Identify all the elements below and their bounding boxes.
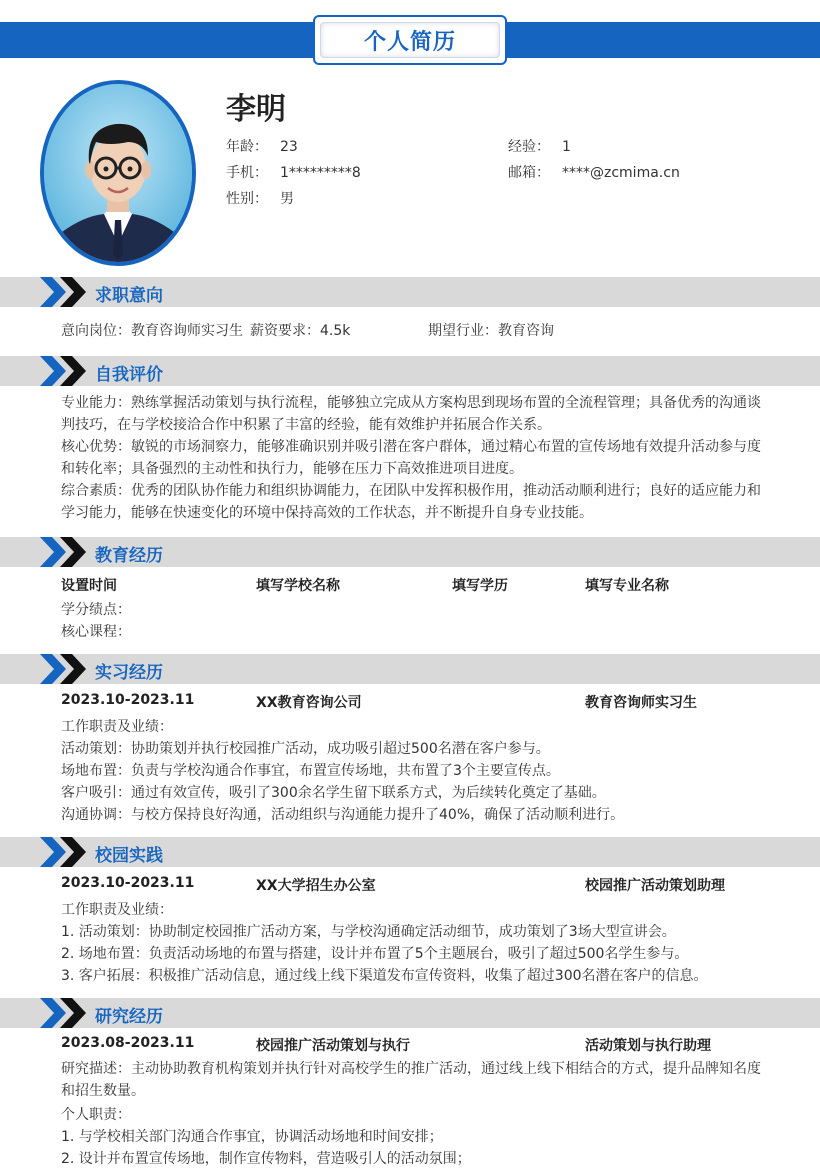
- research-project: 校园推广活动策划与执行: [256, 1038, 410, 1054]
- edu-school: 填写学校名称: [256, 578, 340, 594]
- research-desc: 研究描述：主动协助教育机构策划并执行针对高校学生的推广活动，通过线上线下相结合的方式，提升品牌知名度和招生数量。: [61, 1061, 761, 1099]
- title-badge: [313, 15, 507, 65]
- experience-row: [508, 136, 571, 156]
- intern-time: 2023.10-2023.11: [61, 692, 195, 708]
- section-title: 校园实践: [95, 846, 163, 866]
- age-row: [226, 136, 298, 156]
- double-chevron-icon: [40, 998, 90, 1028]
- intern-line: 活动策划：协助策划并执行校园推广活动，成功吸引超过500名潜在客户参与。: [61, 741, 550, 757]
- intern-company: XX教育咨询公司: [256, 695, 362, 711]
- self-eval-item: 专业能力：熟练掌握活动策划与执行流程，能够独立完成从方案构思到现场布置的全流程管理；具备优秀的沟通谈判技巧，在与学校接洽合作中积累了丰富的经验，能有效维护并拓展合作关系。: [61, 395, 761, 433]
- profile-photo: [40, 80, 196, 266]
- double-chevron-icon: [40, 277, 90, 307]
- section-self-eval: [0, 356, 820, 386]
- intent-position: 意向岗位：教育咨询师实习生: [61, 323, 243, 339]
- edu-time: 设置时间: [61, 578, 117, 594]
- intern-line: 客户吸引：通过有效宣传，吸引了300余名学生留下联系方式，为后续转化奠定了基础。: [61, 785, 606, 801]
- gender-row: [226, 188, 294, 208]
- age-value: 23: [280, 139, 298, 155]
- section-title: 教育经历: [95, 546, 163, 566]
- section-research: [0, 998, 820, 1028]
- campus-role: 校园推广活动策划助理: [585, 878, 725, 894]
- resume-title: 个人简历: [320, 22, 500, 58]
- research-time: 2023.08-2023.11: [61, 1035, 195, 1051]
- intent-industry: 期望行业：教育咨询: [428, 323, 554, 339]
- edu-gpa: 学分绩点：: [61, 602, 131, 618]
- avatar-illustration: [44, 84, 192, 262]
- double-chevron-icon: [40, 654, 90, 684]
- section-campus: [0, 837, 820, 867]
- gender-label: 性别：: [226, 191, 268, 207]
- phone-label: 手机：: [226, 165, 268, 181]
- email-value: ****@zcmima.cn: [562, 165, 680, 181]
- section-education: [0, 537, 820, 567]
- double-chevron-icon: [40, 537, 90, 567]
- section-title: 实习经历: [95, 663, 163, 683]
- intern-line: 沟通协调：与校方保持良好沟通，活动组织与沟通能力提升了40%，确保了活动顺利进行。: [61, 807, 625, 823]
- double-chevron-icon: [40, 356, 90, 386]
- email-row: [508, 162, 680, 182]
- research-line: 2. 设计并布置宣传场地，制作宣传物料，营造吸引人的活动氛围；: [61, 1151, 471, 1167]
- research-role: 活动策划与执行助理: [585, 1038, 711, 1054]
- gender-value: 男: [280, 191, 294, 207]
- section-title: 研究经历: [95, 1007, 163, 1027]
- section-job-intent: [0, 277, 820, 307]
- section-internship: [0, 654, 820, 684]
- email-label: 邮箱：: [508, 165, 550, 181]
- self-eval-item: 综合素质：优秀的团队协作能力和组织协调能力，在团队中发挥积极作用，推动活动顺利进行；良好的适应能力和学习能力，能够在快速变化的环境中保持高效的工作状态，并不断提升自身专业技能。: [61, 483, 761, 521]
- section-title: 自我评价: [95, 365, 163, 385]
- campus-line: 工作职责及业绩：: [61, 902, 173, 918]
- intern-line: 工作职责及业绩：: [61, 719, 173, 735]
- phone-row: [226, 162, 361, 182]
- section-title: 求职意向: [95, 286, 163, 306]
- experience-label: 经验：: [508, 139, 550, 155]
- experience-value: 1: [562, 139, 571, 155]
- edu-major: 填写专业名称: [585, 578, 669, 594]
- candidate-name: 李明: [226, 92, 286, 127]
- campus-line: 2. 场地布置：负责活动场地的布置与搭建，设计并布置了5个主题展台，吸引了超过500名学生参与。: [61, 946, 689, 962]
- intent-salary: 薪资要求：4.5k: [250, 323, 351, 339]
- campus-line: 1. 活动策划：协助制定校园推广活动方案，与学校沟通确定活动细节，成功策划了3场大型宣讲会。: [61, 924, 676, 940]
- double-chevron-icon: [40, 837, 90, 867]
- campus-line: 3. 客户拓展：积极推广活动信息，通过线上线下渠道发布宣传资料，收集了超过300名潜在客户的信息。: [61, 968, 708, 984]
- edu-courses: 核心课程：: [61, 624, 131, 640]
- age-label: 年龄：: [226, 139, 268, 155]
- research-line: 1. 与学校相关部门沟通合作事宜，协调活动场地和时间安排；: [61, 1129, 443, 1145]
- campus-time: 2023.10-2023.11: [61, 875, 195, 891]
- phone-value: 1*********8: [280, 165, 361, 181]
- research-duty-label: 个人职责：: [61, 1107, 131, 1123]
- edu-degree: 填写学历: [452, 578, 508, 594]
- intern-line: 场地布置：负责与学校沟通合作事宜，布置宣传场地，共布置了3个主要宣传点。: [61, 763, 560, 779]
- campus-org: XX大学招生办公室: [256, 878, 376, 894]
- self-eval-item: 核心优势：敏锐的市场洞察力，能够准确识别并吸引潜在客户群体，通过精心布置的宣传场地有效提升活动参与度和转化率；具备强烈的主动性和执行力，能够在压力下高效推进项目进度。: [61, 439, 761, 477]
- intern-role: 教育咨询师实习生: [585, 695, 697, 711]
